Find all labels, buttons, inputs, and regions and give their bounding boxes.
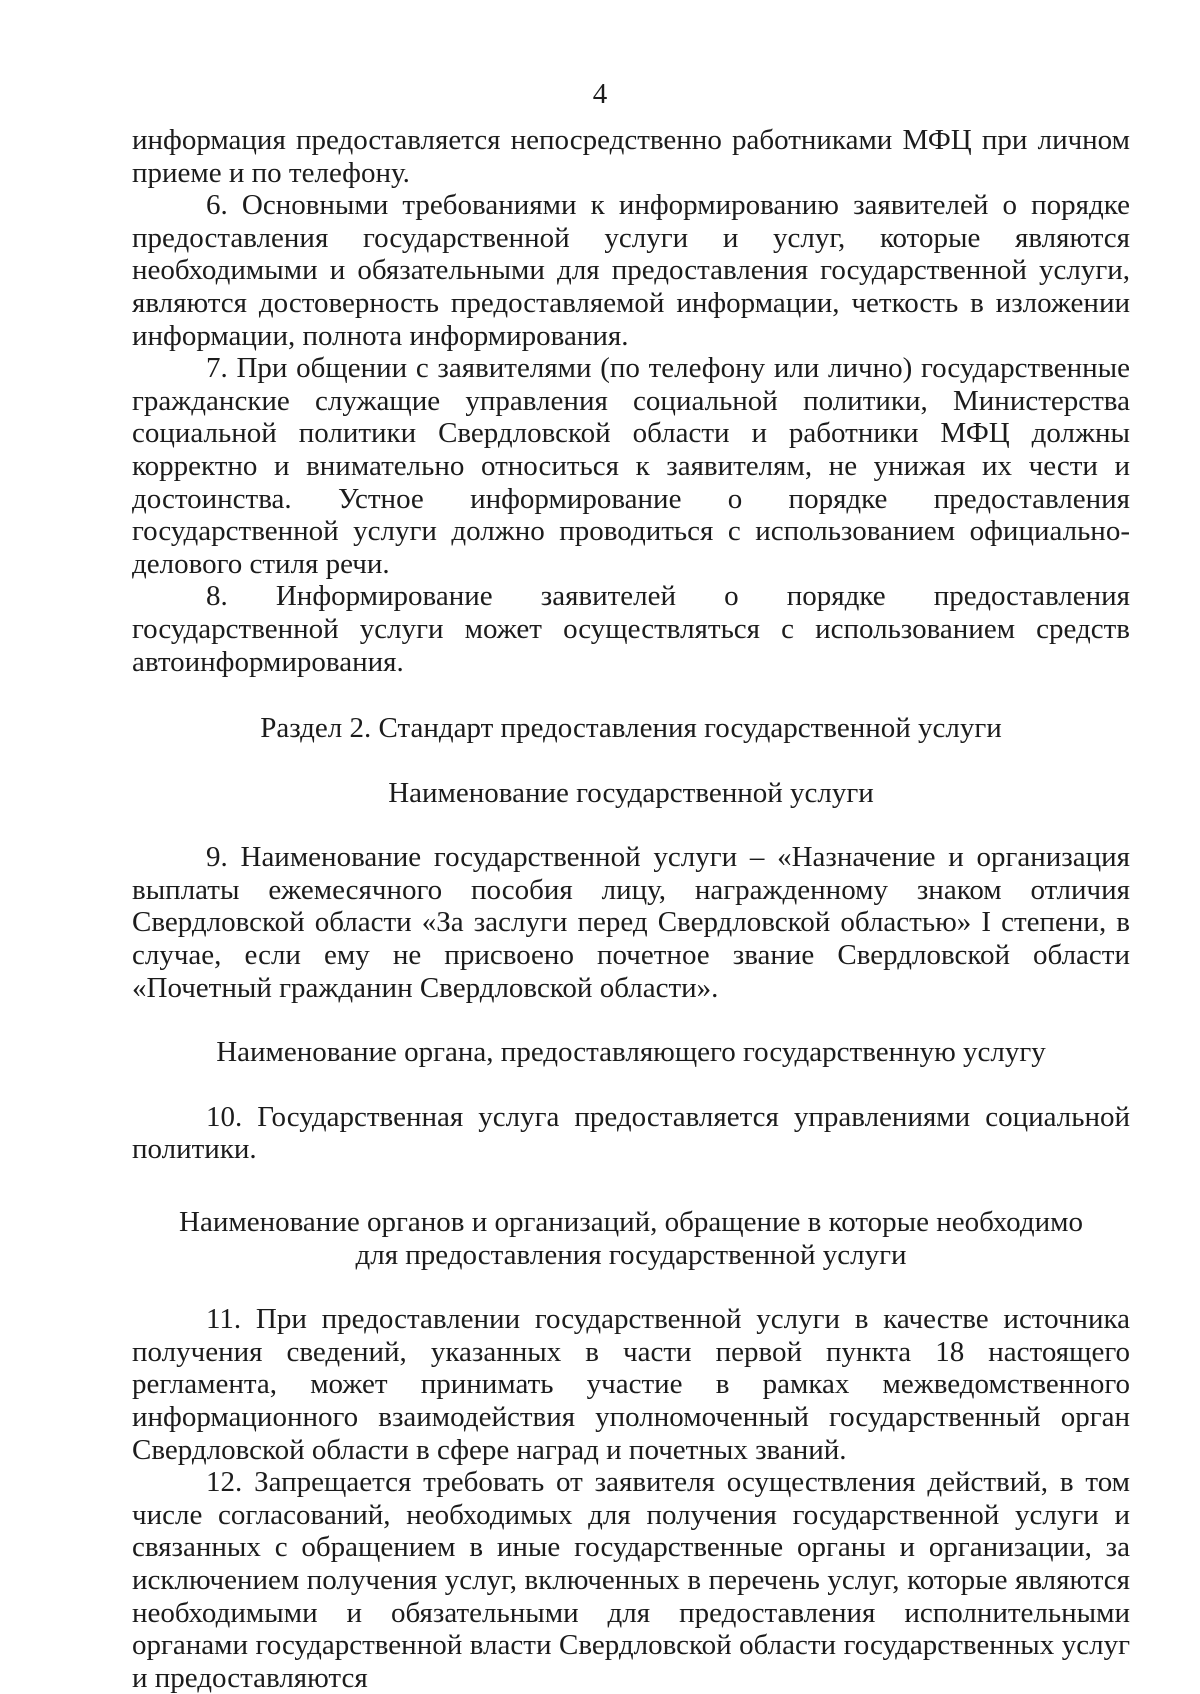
paragraph-12: 12. Запрещается требовать от заявителя осуществления действий, в том числе согласований, необходимых для получения государственной услуги и связанных с обращением в иные государственные органы и организации, за исключением получения услуг, включенных в перечень услуг, которые являются необходимыми и обязательными для предоставления исполнительными органами государственной власти Свердловской области государственных услуг и предоставляются bbox=[132, 1466, 1130, 1694]
paragraph-6: 6. Основными требованиями к информированию заявителей о порядке предоставления государственной услуги и услуг, которые являются необходимыми и обязательными для предоставления государственной услуги, являются достоверность предоставляемой информации, четкость в изложении информации, полнота информирования. bbox=[132, 189, 1130, 352]
paragraph-11: 11. При предоставлении государственной услуги в качестве источника получения сведений, указанных в части первой пункта 18 настоящего регламента, может принимать участие в рамках межведомственного информационного взаимодействия уполномоченный государственный орган Свердловской области в сфере наград и почетных званий. bbox=[132, 1303, 1130, 1466]
service-name-heading: Наименование государственной услуги bbox=[388, 776, 874, 809]
paragraph-8: 8. Информирование заявителей о порядке предоставления государственной услуги может осуществляться с использованием средств автоинформирования. bbox=[132, 580, 1130, 678]
organs-heading-line-1: Наименование органов и организаций, обращение в которые необходимо bbox=[179, 1206, 1083, 1239]
paragraph-7: 7. При общении с заявителями (по телефону или лично) государственные гражданские служащие управления социальной политики, Министерства социальной политики Свердловской области и работники МФЦ должны корректно и внимательно относиться к заявителям, не унижая их чести и достоинства. Устное информирование о порядке предоставления государственной услуги должно проводиться с использованием официально-делового стиля речи. bbox=[132, 352, 1130, 580]
organ-heading: Наименование органа, предоставляющего государственную услугу bbox=[216, 1036, 1046, 1069]
section-2-heading: Раздел 2. Стандарт предоставления государственной услуги bbox=[260, 712, 1002, 745]
paragraph-continuation: информация предоставляется непосредственно работниками МФЦ при личном приеме и по телефону. bbox=[132, 124, 1130, 189]
paragraph-9: 9. Наименование государственной услуги – «Назначение и организация выплаты ежемесячного пособия лицу, награжденному знаком отличия Свердловской области «За заслуги перед Свердловской областью» I степени, в случае, если ему не присвоено почетное звание Свердловской области «Почетный гражданин Свердловской области». bbox=[132, 841, 1130, 1004]
document-body bbox=[132, 124, 1130, 1694]
paragraph-10: 10. Государственная услуга предоставляется управлениями социальной политики. bbox=[132, 1100, 1130, 1166]
page-number: 4 bbox=[592, 78, 608, 110]
organs-heading-line-2: для предоставления государственной услуги bbox=[355, 1238, 907, 1271]
